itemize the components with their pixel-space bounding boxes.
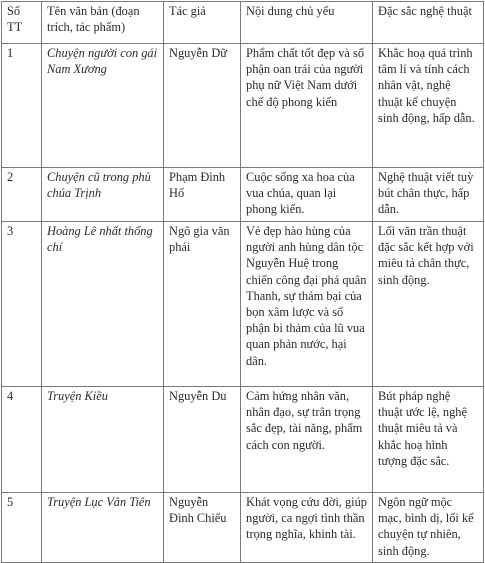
cell-author: Nguyễn Du <box>164 387 241 493</box>
header-title: Tên văn bản (đoạn trích, tác phẩm) <box>42 2 164 44</box>
cell-author: Ngô gia văn phái <box>164 222 241 387</box>
cell-title: Truyện Kiều <box>42 387 164 493</box>
cell-author: Phạm Đình Hổ <box>164 168 241 222</box>
cell-art: Nghệ thuật viết tuỳ bút chân thực, hấp dẫn. <box>373 168 484 222</box>
header-art: Đặc sắc nghệ thuật <box>373 2 484 44</box>
cell-number: 2 <box>2 168 42 222</box>
cell-number: 4 <box>2 387 42 493</box>
cell-content: Vẻ đẹp hào hùng của người anh hùng dân tộc Nguyễn Huệ trong chiến công đại phá quân Thanh, sự thảm bại của bọn xâm lược và số phận bi thảm của lũ vua quan phản nước, hại dân. <box>241 222 373 387</box>
table-row <box>2 387 484 493</box>
table-row <box>2 222 484 387</box>
header-content: Nội dung chủ yếu <box>241 2 373 44</box>
cell-content: Cảm hứng nhân văn, nhân đạo, sự trân trọng sắc đẹp, tài năng, phẩm cách con người. <box>241 387 373 493</box>
table-row <box>2 493 484 563</box>
cell-author: Nguyễn Dữ <box>164 44 241 168</box>
cell-art: Bút pháp nghệ thuật ước lệ, nghệ thuật miêu tả và khắc hoạ hình tượng đặc sắc. <box>373 387 484 493</box>
header-author: Tác giả <box>164 2 241 44</box>
cell-art: Ngôn ngữ mộc mạc, bình dị, lối kể chuyện tự nhiên, sinh động. <box>373 493 484 563</box>
table-header-row <box>2 2 484 44</box>
header-number: Số TT <box>2 2 42 44</box>
cell-art: Khắc hoạ quá trình tâm lí và tính cách nhân vật, nghệ thuật kể chuyện sinh động, hấp dẫn. <box>373 44 484 168</box>
cell-title: Truyện Lục Vân Tiên <box>42 493 164 563</box>
cell-title: Chuyện cũ trong phủ chúa Trịnh <box>42 168 164 222</box>
cell-content: Khát vọng cứu đời, giúp người, ca ngợi tình thần trọng nghĩa, khinh tài. <box>241 493 373 563</box>
cell-title: Hoàng Lê nhất thống chí <box>42 222 164 387</box>
cell-number: 5 <box>2 493 42 563</box>
cell-number: 3 <box>2 222 42 387</box>
table-row <box>2 168 484 222</box>
literature-summary-table <box>1 1 484 563</box>
cell-author: Nguyễn Đình Chiểu <box>164 493 241 563</box>
cell-number: 1 <box>2 44 42 168</box>
cell-title: Chuyện người con gái Nam Xương <box>42 44 164 168</box>
cell-content: Phẩm chất tốt đẹp và số phận oan trái của người phụ nữ Việt Nam dưới chế độ phong kiến <box>241 44 373 168</box>
cell-art: Lối văn trần thuật đặc sắc kết hợp với miêu tả chân thực, sinh động. <box>373 222 484 387</box>
cell-content: Cuộc sống xa hoa của vua chúa, quan lại phong kiến. <box>241 168 373 222</box>
table-row <box>2 44 484 168</box>
